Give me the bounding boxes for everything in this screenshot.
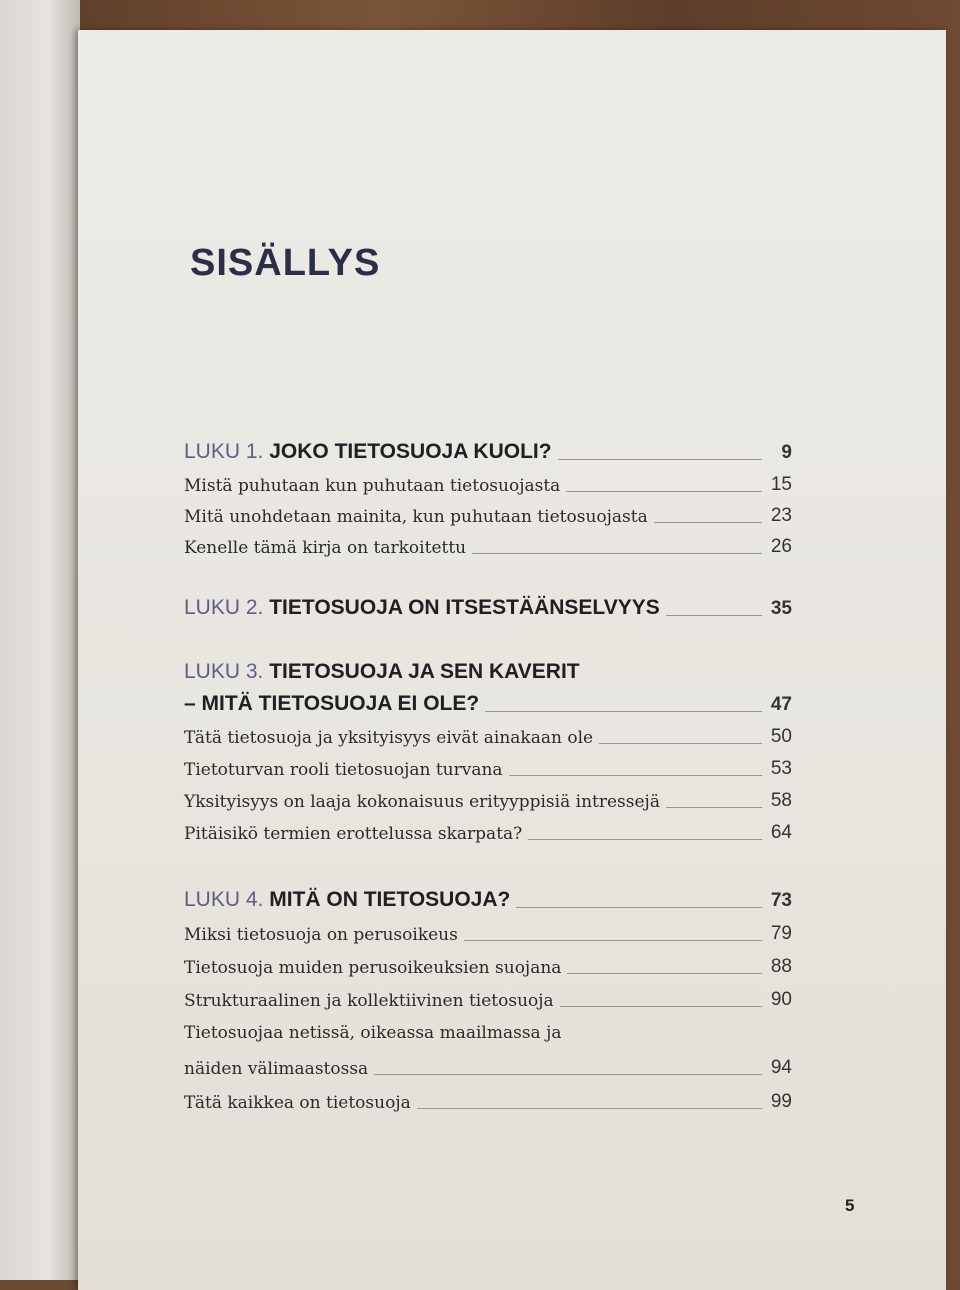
toc-item-line1: Tietosuojaa netissä, oikeassa maailmassa ja <box>184 1023 562 1043</box>
toc-page-number: 15 <box>770 474 792 495</box>
leader-line <box>566 491 762 492</box>
toc-title: Tietosuoja muiden perusoikeuksien suojana <box>184 958 562 978</box>
toc-title <box>184 888 510 912</box>
toc-chapter-3-line1 <box>184 660 580 684</box>
toc-page-number: 79 <box>770 923 792 944</box>
leader-line <box>417 1108 762 1109</box>
toc-title: Miksi tietosuoja on perusoikeus <box>184 925 458 945</box>
leader-line <box>654 522 762 523</box>
leader-line <box>464 940 762 941</box>
leader-line <box>516 907 762 908</box>
leader-line <box>560 1006 762 1007</box>
toc-page-number: 53 <box>770 758 792 779</box>
toc-page-number: 58 <box>770 790 792 811</box>
toc-item <box>184 1091 792 1113</box>
toc-item <box>184 536 792 558</box>
leader-line <box>528 839 762 840</box>
toc-title: LUKU 2. <box>184 596 264 619</box>
toc-title: LUKU 4. <box>184 888 264 911</box>
leader-line <box>599 743 762 744</box>
toc-page-number: 90 <box>770 989 792 1010</box>
toc-page-number: 88 <box>770 956 792 977</box>
toc-item <box>184 1057 792 1079</box>
toc-title: JOKO TIETOSUOJA KUOLI? <box>269 440 552 463</box>
leader-line <box>374 1074 762 1075</box>
leader-line <box>567 973 762 974</box>
toc-page-number: 26 <box>770 536 792 557</box>
leader-line <box>666 615 762 616</box>
toc-title: Kenelle tämä kirja on tarkoitettu <box>184 538 467 558</box>
toc-page-number: 50 <box>770 726 792 747</box>
toc-title: LUKU 3. <box>184 660 264 683</box>
toc-title: MITÄ ON TIETOSUOJA? <box>269 888 511 911</box>
toc-page-number: 9 <box>781 442 792 463</box>
toc-title: TIETOSUOJA ON ITSESTÄÄNSELVYYS <box>269 596 660 619</box>
toc-item <box>184 505 792 527</box>
toc-title <box>184 596 660 620</box>
toc-title: näiden välimaastossa <box>184 1059 369 1079</box>
toc-page-number: 47 <box>770 694 792 715</box>
previous-page-edge <box>0 0 80 1280</box>
toc-page-number: 35 <box>770 598 792 619</box>
toc-title: TIETOSUOJA JA SEN KAVERIT <box>269 660 580 683</box>
toc-page-number: 99 <box>770 1091 792 1112</box>
toc-item <box>184 989 792 1011</box>
toc-item <box>184 474 792 496</box>
toc-title: Yksityisyys on laaja kokonaisuus erityyppisiä intressejä <box>184 792 660 812</box>
leader-line <box>485 711 762 712</box>
page-title: SISÄLLYS <box>190 242 381 284</box>
toc-chapter-3 <box>184 692 792 716</box>
toc-title: Mistä puhutaan kun puhutaan tietosuojasta <box>184 476 561 496</box>
toc-page-number: 23 <box>770 505 792 526</box>
leader-line <box>509 775 762 776</box>
toc-item <box>184 956 792 978</box>
leader-line <box>558 459 762 460</box>
toc-page-number: 64 <box>770 822 792 843</box>
toc-item <box>184 790 792 812</box>
page-number: 5 <box>845 1196 855 1215</box>
toc-title: – MITÄ TIETOSUOJA EI OLE? <box>184 692 480 715</box>
leader-line <box>666 807 762 808</box>
toc-chapter-4 <box>184 888 792 912</box>
toc-title: Tätä tietosuoja ja yksityisyys eivät ainakaan ole <box>184 728 594 748</box>
toc-item <box>184 822 792 844</box>
toc-title <box>184 440 552 464</box>
leader-line <box>472 553 762 554</box>
toc-item <box>184 758 792 780</box>
toc-chapter-1 <box>184 440 792 464</box>
toc-page-number: 73 <box>770 890 792 911</box>
toc-title: LUKU 1. <box>184 440 264 463</box>
toc-title: Tätä kaikkea on tietosuoja <box>184 1093 411 1113</box>
toc-title: Strukturaalinen ja kollektiivinen tietosuoja <box>184 991 554 1011</box>
toc-title: Pitäisikö termien erottelussa skarpata? <box>184 824 523 844</box>
toc-title: Tietoturvan rooli tietosuojan turvana <box>184 760 503 780</box>
toc-item <box>184 923 792 945</box>
toc-item <box>184 726 792 748</box>
toc-title: Mitä unohdetaan mainita, kun puhutaan tietosuojasta <box>184 507 648 527</box>
toc-chapter-2 <box>184 596 792 620</box>
toc-page-number: 94 <box>770 1057 792 1078</box>
